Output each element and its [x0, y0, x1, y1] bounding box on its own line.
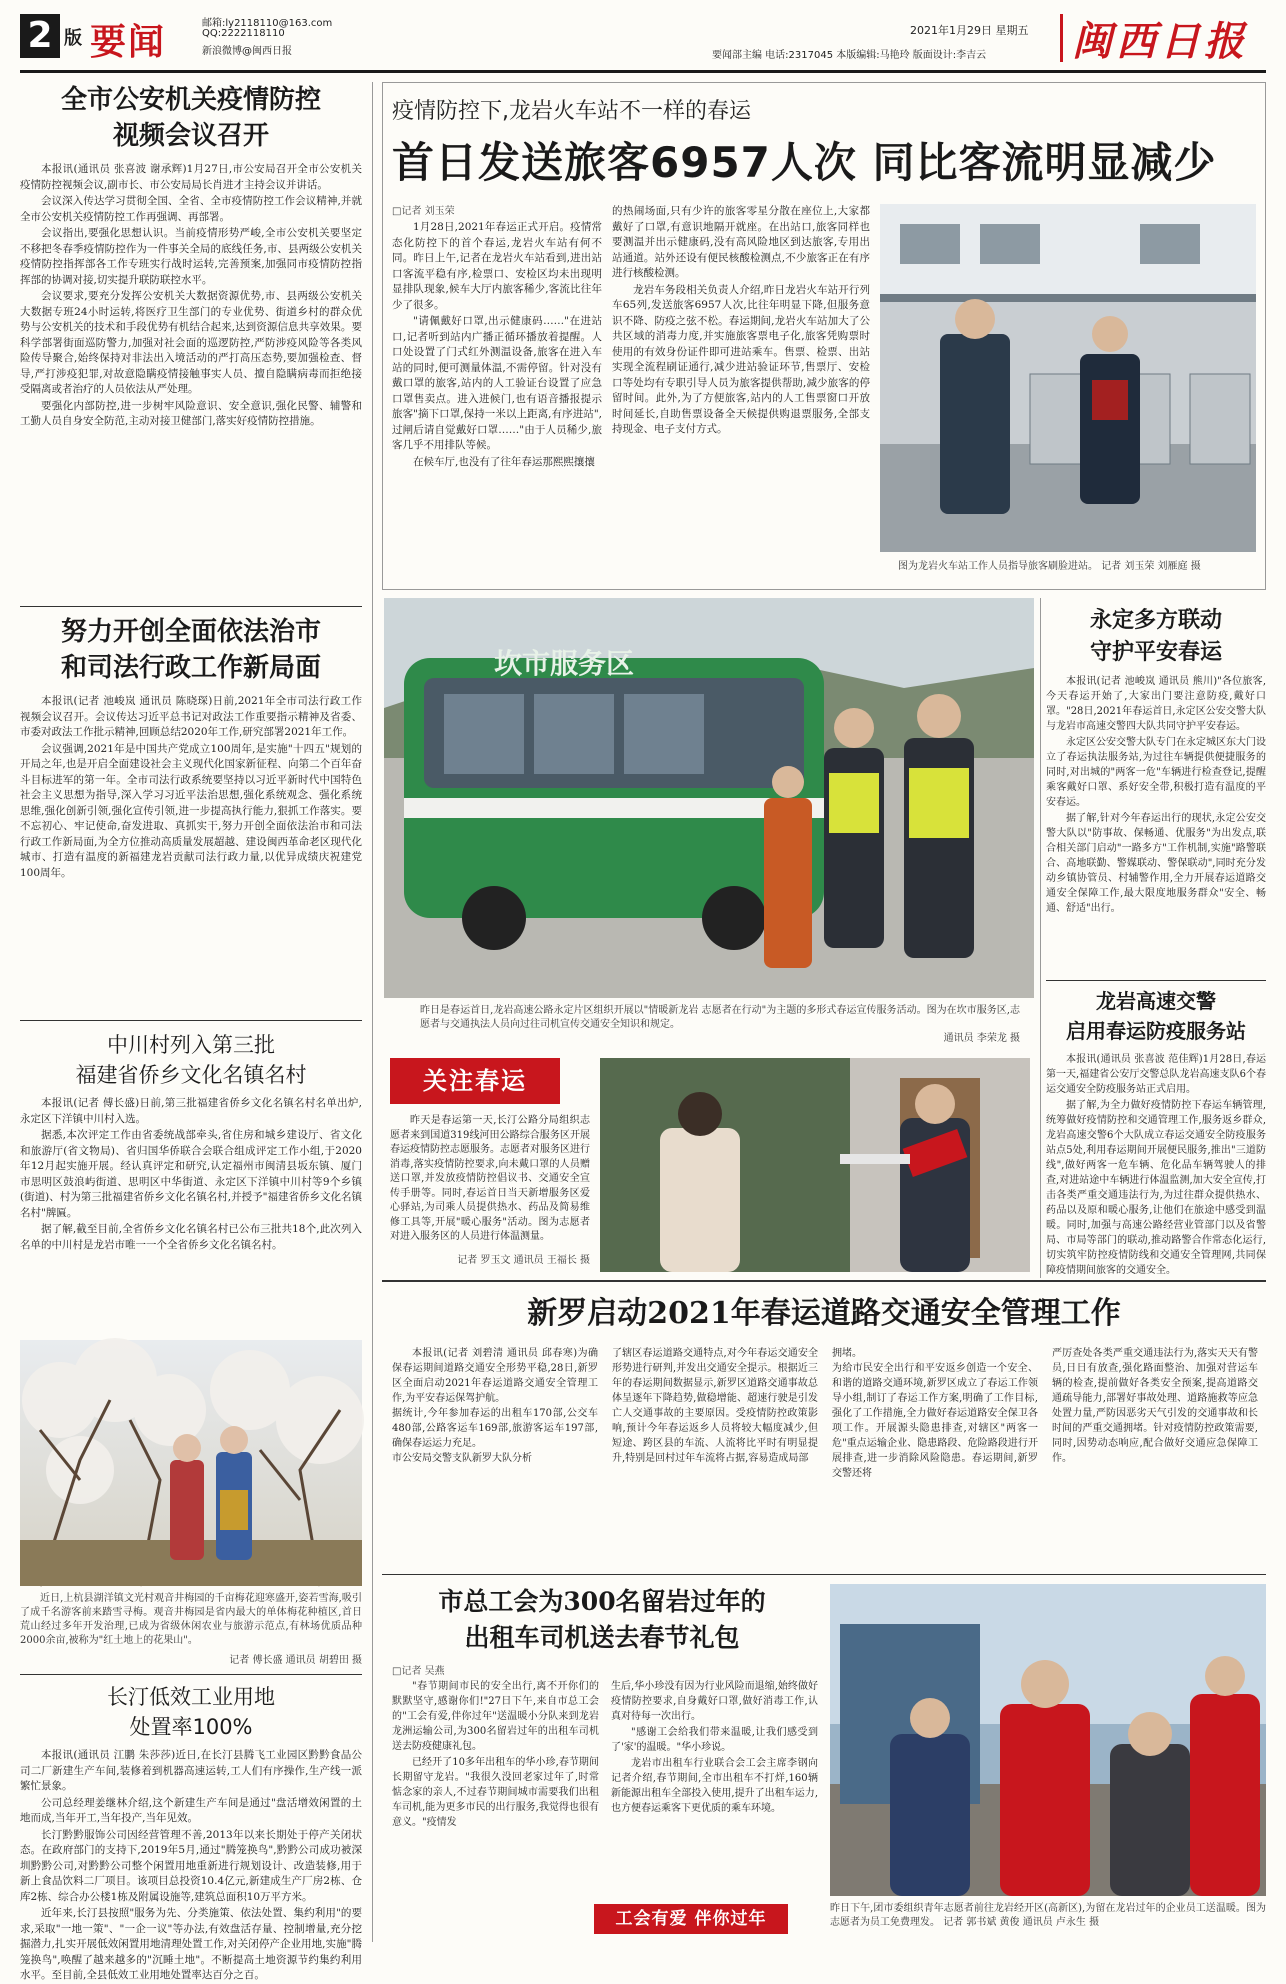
article-body: 本报讯(通讯员 江鹏 朱莎莎)近日,在长汀县腾飞工业园区黔黔食品公司二厂新建生产车间,装修着到机器高速运转,工人们有序操作,生产线一派繁忙景象。 公司总经理姜继林介绍,这个新建生产车间是通过"盘活增效闲置的土地而成,当年开工,当年投产,当年见效。 长汀黔黔服饰公司因经营管理不善,2013年以来长期处于停产关闭状态。在政府部门的支持下,2019年5月,通过"腾笼换鸟",黔黔公司成功被深圳黔黔公司,对黔黔公司整个闲置用地重新进行规划设计、改造装修,用于新上食品饮料二厂项目。该项目总投资10.4亿元,新建成生产厂房2栋、仓库2栋、综合办公楼1栋及附属设施等,建筑总面积10万平方米。 近年来,长汀县按照"服务为先、分类施策、依法处置、集约利用"的要求,采取"一地一策"、"一企一议"等办法,有效盘活存量、控制增量,充分挖掘潜力,扎实开展低效闲置用地清理处置工作,对关闭停产企业用地,实施"腾笼换鸟",唤醒了越来越多的"沉睡土地"。不断提高土地资源节约集约利用水平。至目前,全县低效工业用地处置率达百分之百。 — [20, 1749, 362, 1981]
right-column-divider — [1040, 598, 1041, 1278]
divider — [1046, 980, 1266, 981]
top-story-col-2: 的热闹场面,只有少许的旅客零星分散在座位上,大家都戴好了口罩,有意识地隔开就座。在出站口,旅客同样也要测温并出示健康码,没有高风险地区到达旅客,专用出站通道。站外还设有便民核酸检测点,不少旅客正在有序进行核酸检测。 龙岩车务段相关负责人介绍,昨日龙岩火车站开行列车65列,发送旅客6957人次,比往年明显下降,但服务意识不降、防疫之弦不松。春运期间,龙岩火车站加大了公共区域的消毒力度,并实施旅客票电子化,旅客凭购票时使用的有效身份证件即可进站乘车。售票、检票、出站实现全流程刷证通行,减少进站验证环节,售票厅、安检口等处均有专职引导人员为旅客提供帮助,减少旅客的停留时间。此外,为了方便旅客,站内的人工售票窗口开放时间延长,自助售票设备全天候提供购退票服务,全部支持现金、电子支付方式。 — [612, 205, 870, 435]
headline: 全市公安机关疫情防控 — [60, 85, 321, 115]
temperature-check-photo — [600, 1058, 1030, 1272]
divider — [382, 1280, 1266, 1282]
train-station-photo — [880, 204, 1256, 552]
article-body: 本报讯(记者 池峻岚 通讯员 熊川)"各位旅客,今天春运开始了,大家出门要注意防疫,戴好口罩。"28日,2021年春运首日,永定区公安交警大队与龙岩市高速交警四大队共同守护平安春运。 永定区公安交警大队专门在永定城区东大门设立了春运执法服务站,为过往车辆提供便捷服务的同时,对出城的"两客一危"车辆进行检查登记,提醒乘客戴好口罩、系好安全带,积极打造有温度的平安春运。 据了解,针对今年春运出行的现状,永定公安交警大队以"防事故、保畅通、优服务"为出发点,联合相关部门启动"一路多方"工作机制,实施"路警联合、高地联勤、警媒联动、警保联动",同时充分发动乡镇协管员、村辅警作用,全力开展春运道路交通安全保障工作,最大限度地服务群众"安全、畅通、舒适"出行。 — [1046, 676, 1266, 914]
photo-caption: 昨日下午,团市委组织青年志愿者前往龙岩经开区(高新区),为留在龙岩过年的企业员工送温暖。图为志愿者为员工免费理发。 记者 郭书斌 黄俊 通讯员 卢永生 摄 — [830, 1903, 1266, 1928]
article-body: 本报讯(记者 池峻岚 通讯员 陈晓琛)日前,2021年全市司法行政工作视频会议召开。会议传达习近平总书记对政法工作重要指示精神及省委、市委对政法工作批示精神,回顾总结2020年工作,研究部署2021年工作。 会议强调,2021年是中国共产党成立100周年,是实施"十四五"规划的开局之年,也是开启全面建设社会主义现代化国家新征程、向第二个百年奋斗目标进军的第一年。全市司法行政系统要坚持以习近平新时代中国特色社会主义思想为指导,深入学习习近平法治思想,强化系统观念、强化系统思维,强化创新引领,强化宣传引领,进一步提高执行能力,狠抓工作落实。要不忘初心、牢记使命,奋发进取、真抓实干,努力开创全面依法治市和司法行政工作新局面,为全方位推动高质量发展超越、建设闽西革命老区现代化城市、打造有温度的新福建龙岩贡献司法行政力量,以优异成绩庆祝建党100周年。 — [20, 695, 362, 879]
top-headline: 首日发送旅客6957人次 同比客流明显减少 — [392, 138, 1217, 187]
divider — [20, 1674, 362, 1675]
masthead-divider — [1060, 14, 1063, 62]
photo-credit: 记者 傅长盛 通讯员 胡碧田 摄 — [229, 1655, 362, 1666]
union-col-1: "春节期间市民的安全出行,离不开你们的默默坚守,感谢你们!"27日下午,来自市总工会的"工会有爱,伴你过年"送温暖小分队来到龙岩龙洲运输公司,为300名留岩过年的出租车司机送去防疫健康礼包。 已经开了10多年出租车的华小珍,春节期间长期留守龙岩。"我很久没回老家过年了,时常惦念家的亲人,不过春节期间城市需要我们出租车司机,能为更多市民的出行服务,我觉得也很有意义。"疫情发 — [392, 1681, 599, 1828]
headline: 市总工会为300名留岩过年的 — [438, 1587, 766, 1616]
article-body: 本报讯(通讯员 张喜波 范佳辉)1月28日,春运第一天,福建省公安厅交警总队龙岩高速支队6个春运交通安全防疫服务站正式启用。 据了解,为全力做好疫情防控下春运车辆管理,统筹做好疫情防控和交通管理工作,服务返乡群众,龙岩高速交警6个大队成立春运交通安全防疫服务站点5处,利用春运期间开展便民服务,推出"三道防线",做好两客一危车辆、危化品车辆驾驶人的排查,对进站途中车辆进行体温监测,加大安全宣传,打击各类严重交通违法行为,为过往群众提供热水、药品以及原和暖心服务,让他们在旅途中感受到温暖。同时,加强与高速公路经营业管部门以及省警局、市局等部门的联动,推动路警合作常态化运行,切实筑牢防控疫情防线和交通安全管理网,共同保障疫情期间旅客的交通安全。 — [1046, 1054, 1266, 1276]
divider — [382, 1574, 1266, 1575]
divider — [20, 606, 362, 607]
xinluo-col-3: 拥堵。 为给市民安全出行和平安返乡创造一个安全、和谐的道路交通环境,新罗区成立了春运工作领导小组,制订了春运工作方案,明确了工作目标,强化了工作措施,全力做好春运道路安全保卫各项工作。开展源头隐患排查,对辖区"两客一危"重点运输企业、隐患路段、危险路段进行开展排查,进一步消除风险隐患。春运期间,新罗交警还将 — [832, 1348, 1038, 1479]
article-changting-land — [20, 1682, 362, 1981]
focus-text: 昨天是春运第一天,长汀公路分局组织志愿者来到国道319线河田公路综合服务区开展春运疫情防控志愿服务。志愿者对服务区进行消毒,落实疫情防控要求,向未戴口罩的人员赠送口罩,并发放疫情防控倡议书、交通安全宣传手册等。同时,春运首日当天新增服务区爱心驿站,为司乘人员提供热水、药品及简易维修工具等,开展"暖心服务"活动。图为志愿者对进入服务区的人员进行体温测量。 — [390, 1115, 590, 1242]
masthead — [0, 0, 1286, 72]
paper-name-logo: 闽西日报 — [1072, 18, 1248, 65]
headline: 中川村列入第三批 — [107, 1033, 275, 1057]
photo-credit: 记者 郭书斌 黄俊 通讯员 卢永生 摄 — [943, 1917, 1100, 1928]
article-yongding-traffic — [1046, 604, 1266, 976]
headline: 和司法行政工作新局面 — [60, 653, 321, 683]
xinluo-col-4: 严厉查处各类严重交通违法行为,落实天天有警员,日日有放查,强化路面整治、加强对营运车辆的检查,提前做好各类安全预案,提高道路交通疏导能力,部署好事故处理、道路施救等应急处置力量,严防因恶劣天气引发的交通事故和长时间的严重交通拥堵。针对疫情防控政策需要,同时,因势动态响应,配合做好交通应急保障工作。 — [1052, 1348, 1258, 1464]
article-police-meeting — [20, 82, 362, 594]
section-name: 要闻 — [90, 22, 167, 63]
page-number: 2 — [20, 14, 60, 58]
top-story-col-1: 1月28日,2021年春运正式开启。疫情常态化防控下的首个春运,龙岩火车站有何不同。昨日上午,记者在龙岩火车站看到,进出站口客流平稳有序,检票口、安检区均未出现明显排队现象,候车大厅内旅客稀少,客流比往年少了很多。 "请佩戴好口罩,出示健康码……"在进站口,记者听到站内广播正循环播放着提醒。人口处设置了门式红外测温设备,旅客在进入车站的同时,便可测量体温,不需停留。针对没有戴口罩的旅客,站内的人工验证台设置了应急口罩售卖点。进入进候门,也有语音播报提示旅客"摘下口罩,保持一米以上距离,有序进站",过闸后请自觉戴好口罩……"由于人员稀少,旅客几乎不用排队等候。 在候车厅,也没有了往年春运那熙熙攘攘 — [392, 221, 602, 468]
photo-credit: 记者 罗玉文 通讯员 王福长 摄 — [457, 1255, 590, 1266]
xinluo-columns — [392, 1346, 1258, 1568]
article-body: 本报讯(记者 傅长盛)日前,第三批福建省侨乡文化名镇名村名单出炉,永定区下洋镇中川村入选。 据悉,本次评定工作由省委统战部牵头,省住房和城乡建设厅、省文化和旅游厅(省文物局)、省归国华侨联合会联合组成评定工作小组,于2020年12月起实施开展。经认真评定和研究,认定福州市闽清县坂东镇、厦门市思明区鼓浪屿街道、思明区中华街道、永定区下洋镇中川村等9个乡镇(街道)、村为第三批福建省侨乡文化名镇名村,并授予"福建省侨乡文化名镇名村"牌匾。 据了解,截至目前,全省侨乡文化名镇名村已公布三批共18个,此次列入名单的中川村是龙岩市唯一一个全省侨乡文化名镇名村。 — [20, 1097, 362, 1251]
left-column-divider — [372, 82, 373, 1942]
xinluo-headline: 新罗启动2021年春运道路交通安全管理工作 — [527, 1296, 1121, 1331]
headline: 龙岩高速交警 — [1096, 989, 1216, 1013]
article-union — [382, 1584, 822, 1946]
byline: □记者 吴燕 — [392, 1666, 445, 1677]
headline: 福建省侨乡文化名镇名村 — [75, 1063, 307, 1087]
headline: 努力开创全面依法治市 — [60, 617, 321, 647]
page-suffix: 版 — [64, 28, 82, 49]
focus-badge: 关注春运 — [390, 1058, 560, 1104]
date-line: 2021年1月29日 星期五 — [910, 24, 1029, 37]
photo-credit: 记者 刘玉荣 刘雁庭 摄 — [1101, 561, 1201, 572]
headline: 长汀低效工业用地 — [107, 1685, 275, 1709]
contact-email: 邮箱:ly2118110@163.com — [202, 18, 333, 29]
haircut-photo — [830, 1584, 1266, 1896]
union-badge: 工会有爱 伴你过年 — [594, 1904, 788, 1934]
bus-photo — [384, 598, 1034, 998]
headline: 守护平安春运 — [1089, 639, 1222, 665]
byline: □记者 刘玉荣 — [392, 206, 455, 217]
xinluo-col-2: 了辖区春运道路交通特点,对今年春运交通安全形势进行研判,并发出交通安全提示。根据近三年的春运期间数据显示,新罗区道路交通事故总体呈逐年下降趋势,做稳增能、超速行驶是引发亡人交通事故的主要原因。受疫情防控政策影响,预计今年春运返乡人员将较大幅度减少,但短途、跨区县的车流、人流将比平时有明显提升,特别是回村过年车流将占据,容易造成局部 — [612, 1348, 818, 1464]
contact-weibo: 新浪微博@闽西日报 — [202, 46, 292, 57]
plum-blossom-photo — [20, 1340, 362, 1586]
article-highway-police — [1046, 986, 1266, 1276]
photo-caption: 图为龙岩火车站工作人员指导旅客刷脸进站。 记者 刘玉荣 刘雁庭 摄 — [898, 561, 1201, 572]
article-zhongchuan-village — [20, 1030, 362, 1334]
xinluo-col-1: 本报讯(记者 刘碧清 通讯员 邱春寒)为确保春运期间道路交通安全形势平稳,28日,新罗区全面启动2021年春运道路交通安全管理工作,为平安春运保驾护航。 据统计,今年参加春运的出租车170部,公交车480部,公路客运车169部,旅游客运车197部,确保春运运力充足。 市公安局交警支队新罗大队分析 — [392, 1348, 598, 1464]
contact-qq: QQ:2222118110 — [202, 28, 285, 39]
photo-caption: 昨日是春运首日,龙岩高速公路永定片区组织开展以"情暖新龙岩 志愿者在行动"为主题的多形式春运宣传服务活动。图为在坎市服务区,志愿者与交通执法人员向过往司机宣传交通安全知识和规定。 — [420, 1005, 1020, 1030]
headline: 启用春运防疫服务站 — [1066, 1019, 1246, 1043]
article-justice-work — [20, 614, 362, 1010]
headline: 出租车司机送去春节礼包 — [464, 1623, 740, 1652]
headline: 处置率100% — [129, 1715, 253, 1739]
editor-line: 要闻部主编 电话:2317045 本版编辑:马艳玲 版面设计:李吉云 — [712, 50, 987, 61]
article-body: 本报讯(通讯员 张喜波 谢承辉)1月27日,市公安局召开全市公安机关疫情防控视频会议,副市长、市公安局局长肖进才主持会议并讲话。 会议深入传达学习贯彻全国、全省、全市疫情防控工作会议精神,并就全市公安机关疫情防控工作再强调、再部署。 会议指出,要强化思想认识。当前疫情形势严峻,全市公安机关要坚定不移把冬春季疫情防控作为一件事关全局的底线任务,市、县两级公安机关疫情防控指挥部各工作专班实行战时运转,完善预案,加强同市疫情防控指挥部的协调对接,切实提升联防联控水平。 会议要求,要充分发挥公安机关大数据资源优势,市、县两级公安机关大数据专班24小时运转,将医疗卫生部门的专业优势、街道乡村的群众优势与公安机关的技术和手段优势有机结合起来,达到资源信息共享效果。要科学部署街面巡防警力,加强对社会面的巡逻防控,严防涉疫风险等各类风险传导聚合,始终保持对非法出入境活动的严打高压态势,要加强检查、督导,严打涉疫犯罪,对故意隐瞒疫情接触事实人员、擅自隐瞒病毒而拒绝接受隔离或者治疗的人员依法从严处理。 要强化内部防控,进一步树牢风险意识、安全意识,强化民警、辅警和工勤人员自身安全防范,主动对接卫健部门,落实好疫情防控措施。 — [20, 163, 362, 427]
photo-caption: 近日,上杭县湖洋镇文光村观音井梅园的千亩梅花迎寒盛开,姿若雪海,吸引了成千名游客前来踏雪寻梅。观音井梅园是省内最大的单体梅花种植区,首日荒山经过多年开发治理,已成为省级休闲农业与旅游示范点,有林场优质品种2000余亩,被称为"红土地上的花果山"。 — [20, 1593, 362, 1646]
masthead-rule — [20, 70, 1266, 73]
kicker: 疫情防控下,龙岩火车站不一样的春运 — [392, 99, 751, 124]
union-col-2: 生后,华小珍没有因为行业风险而退缩,始终做好疫情防控要求,自身戴好口罩,做好消毒工作,认真对待每一次出行。 "感谢工会给我们带来温暖,让我们感受到了'家'的温暖。"华小珍说。 龙岩市出租车行业联合会工会主席李钢向记者介绍,春节期间,全市出租车不打烊,160辆新能源出租车全部投入使用,提升了出租车运力,也方便春运乘客下更优质的乘车环境。 — [611, 1681, 818, 1814]
headline: 永定多方联动 — [1089, 607, 1222, 633]
headline: 视频会议召开 — [112, 121, 269, 151]
divider — [20, 1020, 362, 1021]
photo-credit: 通讯员 李荣龙 摄 — [943, 1033, 1020, 1044]
bus-sign: 坎市服务区 — [494, 647, 635, 680]
